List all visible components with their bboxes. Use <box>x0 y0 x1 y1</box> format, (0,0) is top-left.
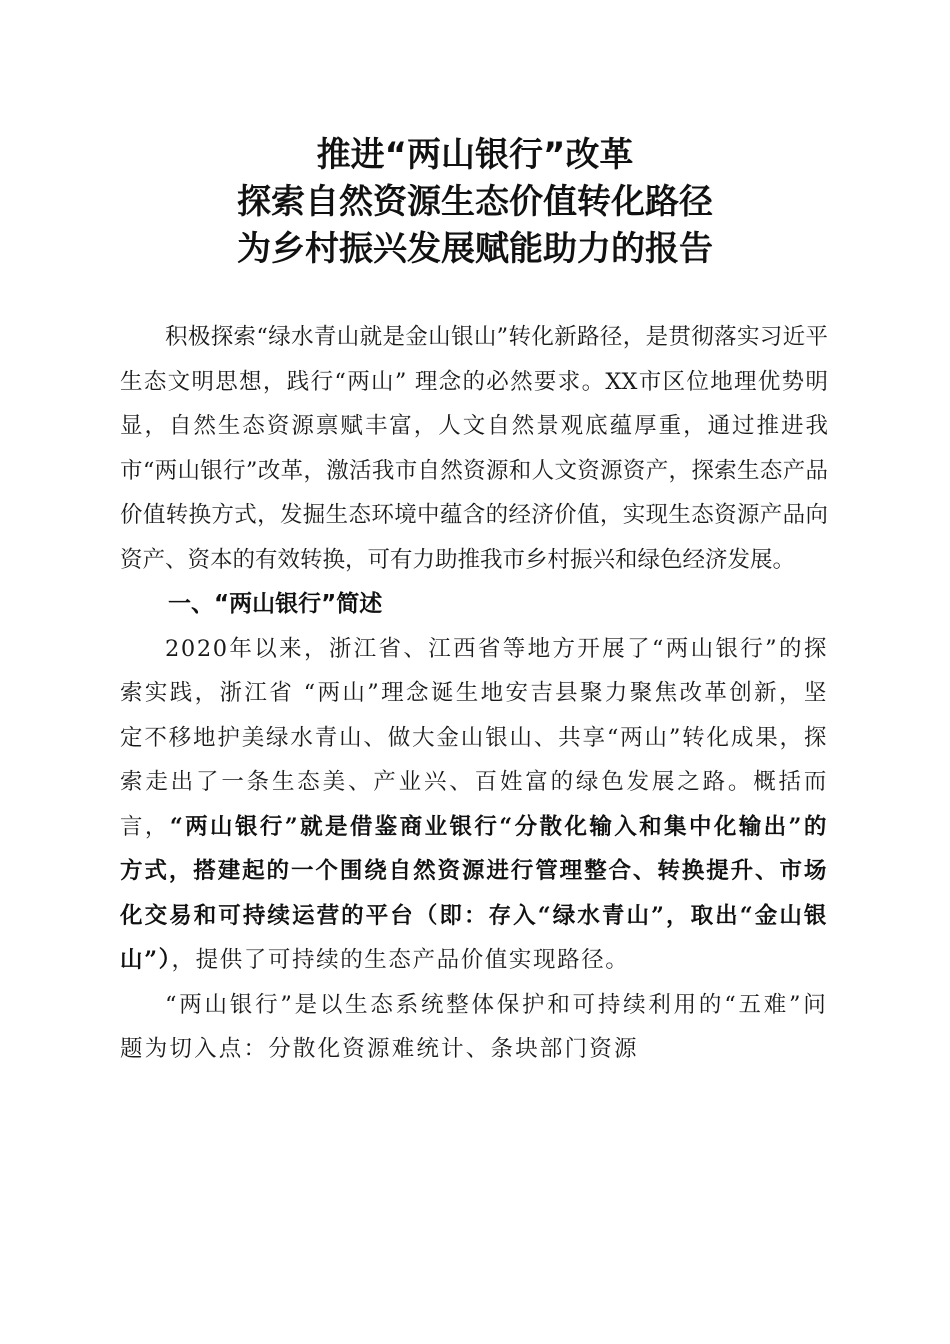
document-title <box>0 132 950 273</box>
section-1-paragraph-1-emphasis: “两山银行”就是借鉴商业银行“分散化输入和集中化输出”的方式，搭建起的一个围绕自然资源进行管理整合、转换提升、市场化交易和可持续运营的平台（即：存入“绿水青山”，取出“金山银山”） <box>120 813 828 973</box>
intro-paragraph: 积极探索“绿水青山就是金山银山”转化新路径，是贯彻落实习近平生态文明思想，践行“两山” 理念的必然要求。XX市区位地理优势明显，自然生态资源禀赋丰富，人文自然景观底蕴厚重，通过推进我市“两山银行”改革，激活我市自然资源和人文资源资产，探索生态产品价值转换方式，发掘生态环境中蕴含的经济价值，实现生态资源产品向资产、资本的有效转换，可有力助推我市乡村振兴和绿色经济发展。 <box>120 324 828 573</box>
section-1-paragraph-1-start: 2020年以来，浙江省、江西省等地方开展了“两山银行”的探索实践，浙江省 “两山”理念诞生地安吉县聚力聚焦改革创新，坚定不移地护美绿水青山、做大金山银山、共享“两山”转化成果，探索走出了一条生态美、产业兴、百姓富的绿色发展之路。概括而言， <box>120 635 828 840</box>
section-1-paragraph-2: “两山银行”是以生态系统整体保护和可持续利用的“五难”问题为切入点：分散化资源难统计、条块部门资源 <box>120 991 828 1062</box>
section-1-paragraph-1 <box>120 627 828 983</box>
title-line-2: 探索自然资源生态价值转化路径 <box>237 182 713 222</box>
title-line-3: 为乡村振兴发展赋能助力的报告 <box>237 229 713 269</box>
section-1-heading: 一、“两山银行”简述 <box>168 591 383 617</box>
title-line-1: 推进“两山银行”改革 <box>316 135 634 175</box>
document-body <box>120 315 828 1072</box>
section-1-paragraph-1-end: ，提供了可持续的生态产品价值实现路径。 <box>171 947 630 973</box>
